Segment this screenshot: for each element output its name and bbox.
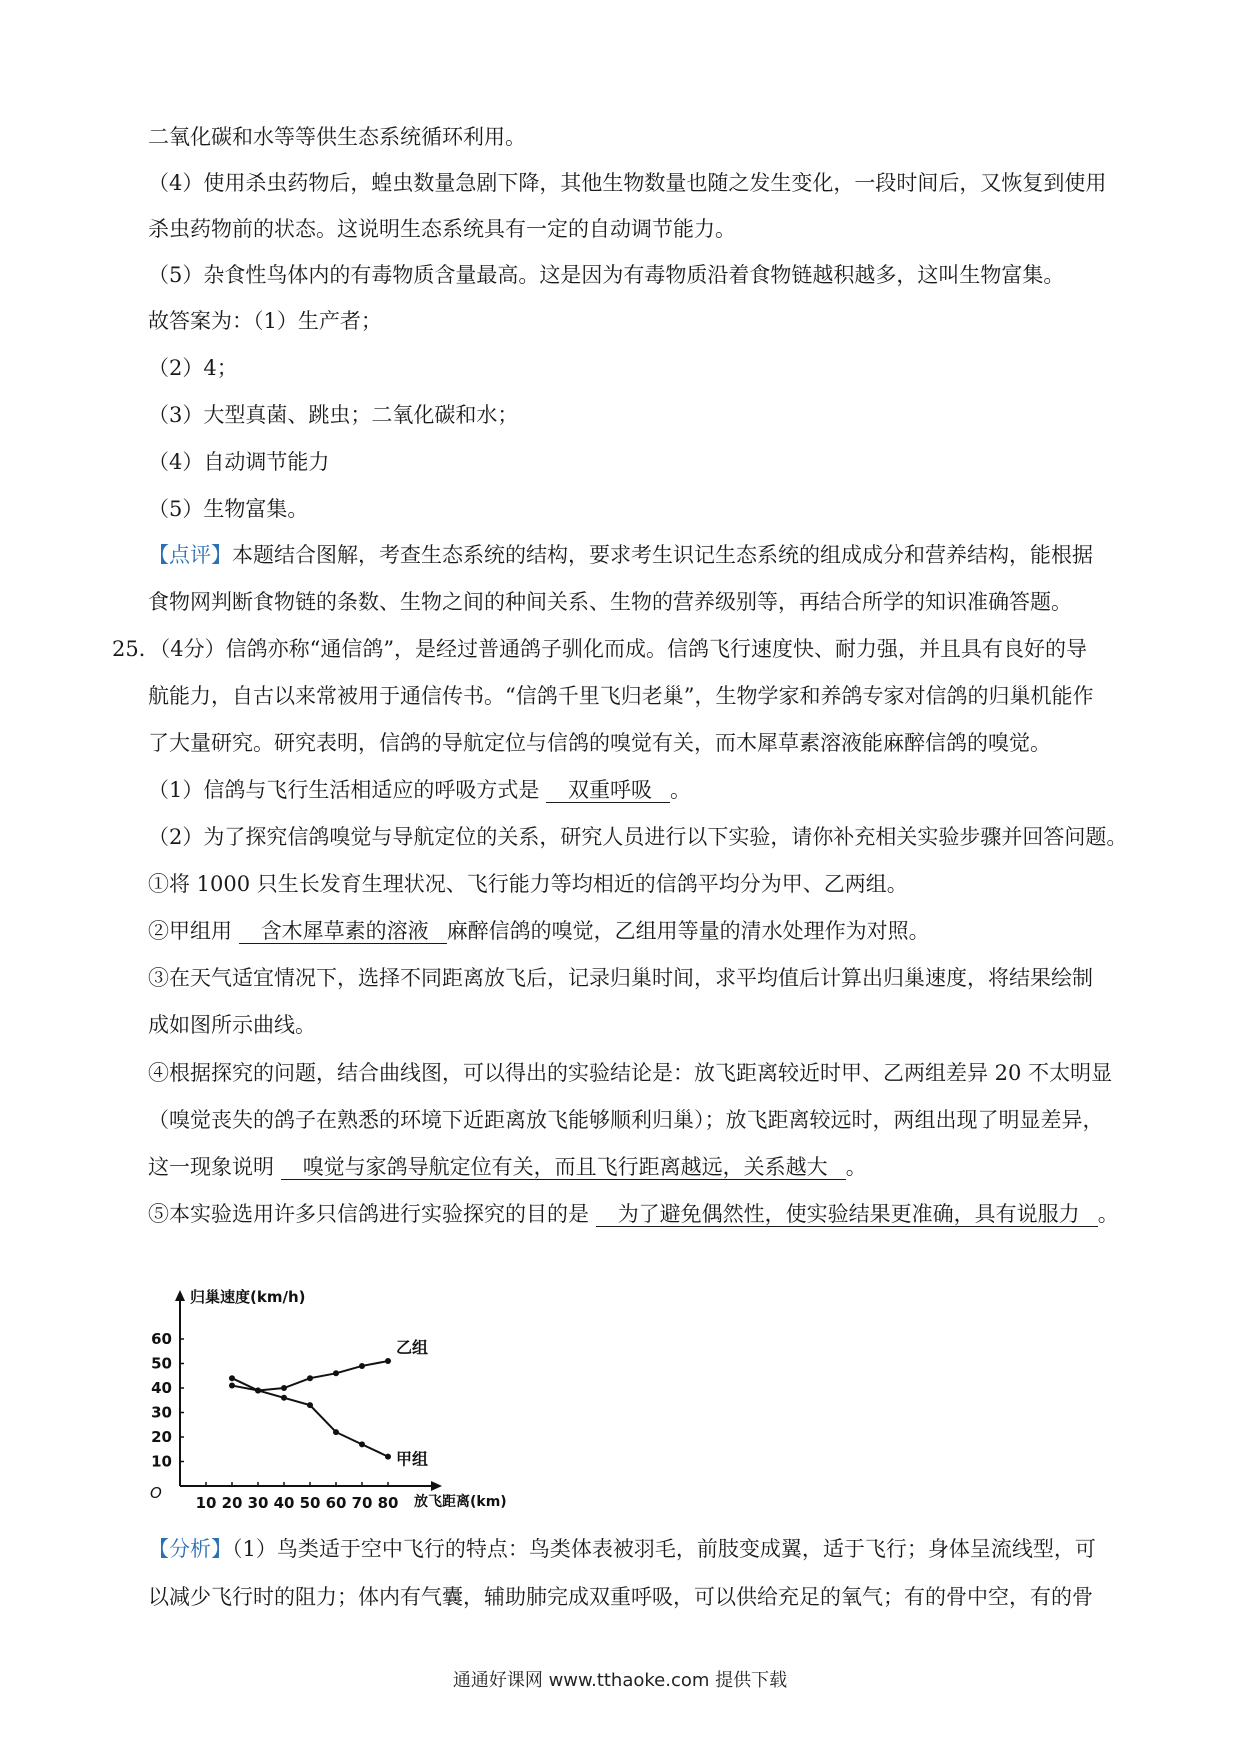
line-p8: （5）生物富集。 <box>148 497 309 521</box>
series-2-point <box>229 1375 235 1381</box>
step-5 <box>148 1199 1119 1229</box>
step-4c <box>148 1152 867 1182</box>
step-2-text: ②甲组用 <box>148 919 232 943</box>
series-1-point <box>333 1370 339 1376</box>
series-2-point <box>281 1395 287 1401</box>
y-axis-label: 归巢速度(km/h) <box>190 1288 306 1306</box>
sub-question-2: （2）为了探究信鸽嗅觉与导航定位的关系，研究人员进行以下实验，请你补充相关实验步骤并回答问题。 <box>148 825 1128 849</box>
analysis-line-1 <box>148 1534 1096 1564</box>
answer-conclusion: 嗅觉与家鸽导航定位有关，而且飞行距离越远，关系越大 <box>281 1155 846 1180</box>
line-p7: （4）自动调节能力 <box>148 450 330 474</box>
series-2-point <box>333 1429 339 1435</box>
step-2-rest: 麻醉信鸽的嗅觉，乙组用等量的清水处理作为对照。 <box>446 919 930 943</box>
question-25-line-2: 航能力，自古以来常被用于通信传书。“信鸽千里飞归老巢”，生物学家和养鸽专家对信鸽的归巢机能作 <box>148 684 1094 708</box>
origin-label: O <box>150 1484 162 1502</box>
x-tick-label: 20 <box>221 1494 243 1512</box>
y-tick-label: 20 <box>151 1428 172 1446</box>
line-p2a: （4）使用杀虫药物后，蝗虫数量急剧下降，其他生物数量也随之发生变化，一段时间后，又恢复到使用 <box>148 171 1107 195</box>
x-tick-label: 70 <box>351 1494 373 1512</box>
step-5-text: ⑤本实验选用许多只信鸽进行实验探究的目的是 <box>148 1202 589 1226</box>
step-3a: ③在天气适宜情况下，选择不同距离放飞后，记录归巢时间，求平均值后计算出归巢速度，将结果绘制 <box>148 966 1093 990</box>
comment-line-b: 食物网判断食物链的条数、生物之间的种间关系、生物的营养级别等，再结合所学的知识准确答题。 <box>148 590 1072 614</box>
step-4a: ④根据探究的问题，结合曲线图，可以得出的实验结论是：放飞距离较近时甲、乙两组差异 20 不太明显 <box>148 1061 1113 1085</box>
y-tick-label: 30 <box>151 1403 172 1422</box>
analysis-line-2: 以减少飞行时的阻力；体内有气囊，辅助肺完成双重呼吸，可以供给充足的氧气；有的骨中空，有的骨 <box>148 1585 1093 1609</box>
y-axis-arrow <box>175 1290 185 1301</box>
y-tick-label: 60 <box>151 1330 172 1348</box>
line-p3: （5）杂食性鸟体内的有毒物质含量最高。这是因为有毒物质沿着食物链越积越多，这叫生物富集。 <box>148 263 1065 287</box>
sub-question-1-end: 。 <box>670 778 692 802</box>
answer-breathing: 双重呼吸 <box>546 778 670 803</box>
series-2-point <box>385 1454 391 1460</box>
step-4c-end: 。 <box>845 1155 867 1179</box>
series-1-point <box>385 1358 391 1364</box>
line-p4: 故答案为：（1）生产者； <box>148 309 382 333</box>
question-25-line-1: 25．（4分）信鸽亦称“通信鸽”，是经过普通鸽子驯化而成。信鸽飞行速度快、耐力强，并且具有良好的导 <box>112 637 1088 661</box>
y-tick-label: 40 <box>151 1379 172 1397</box>
x-tick-label: 40 <box>273 1494 295 1512</box>
x-tick-label: 10 <box>195 1494 217 1512</box>
series-label-2: 甲组 <box>396 1449 429 1469</box>
series-2-point <box>307 1402 313 1408</box>
line-p1: 二氧化碳和水等等供生态系统循环利用。 <box>148 125 526 149</box>
step-1: ①将 1000 只生长发育生理状况、飞行能力等均相近的信鸽平均分为甲、乙两组。 <box>148 872 908 896</box>
answer-purpose: 为了避免偶然性，使实验结果更准确，具有说服力 <box>596 1202 1098 1227</box>
line-p5: （2）4； <box>148 356 238 380</box>
series-2-point <box>359 1441 365 1447</box>
question-25-line-3: 了大量研究。研究表明，信鸽的导航定位与信鸽的嗅觉有关，而木犀草素溶液能麻醉信鸽的嗅觉。 <box>148 731 1051 755</box>
sub-question-1 <box>148 775 691 805</box>
series-label-1: 乙组 <box>396 1338 429 1358</box>
series-1-point <box>307 1375 313 1381</box>
step-3b: 成如图所示曲线。 <box>148 1013 316 1037</box>
analysis-text-1: （1）鸟类适于空中飞行的特点：鸟类体表被羽毛，前肢变成翼，适于飞行；身体呈流线型，可 <box>232 1537 1096 1561</box>
line-p2b: 杀虫药物前的状态。这说明生态系统具有一定的自动调节能力。 <box>148 217 736 241</box>
step-4c-text: 这一现象说明 <box>148 1155 274 1179</box>
comment-text-a: 本题结合图解，考查生态系统的结构，要求考生识记生态系统的组成成分和营养结构，能根据 <box>232 543 1093 567</box>
series-1-point <box>281 1385 287 1391</box>
series-1-point <box>229 1383 235 1389</box>
x-axis-label: 放飞距离(km) <box>414 1494 507 1510</box>
y-tick-label: 50 <box>151 1354 172 1373</box>
line-p6: （3）大型真菌、跳虫；二氧化碳和水； <box>148 403 519 427</box>
y-tick-label: 10 <box>151 1452 172 1471</box>
x-tick-label: 30 <box>247 1494 269 1512</box>
answer-solution: 含木犀草素的溶液 <box>239 919 447 944</box>
x-tick-label: 60 <box>325 1494 347 1512</box>
step-5-end: 。 <box>1097 1202 1119 1226</box>
x-tick-label: 80 <box>377 1494 399 1512</box>
series-1-point <box>359 1363 365 1369</box>
x-axis-arrow <box>431 1481 442 1491</box>
comment-tag: 【点评】 <box>148 543 232 567</box>
step-4b: （嗅觉丧失的鸽子在熟悉的环境下近距离放飞能够顺利归巢）；放飞距离较远时，两组出现了明显差异， <box>148 1108 1104 1132</box>
series-2-point <box>255 1387 261 1393</box>
comment-line-a <box>148 540 1093 570</box>
homing-speed-chart <box>140 1286 560 1516</box>
x-tick-label: 50 <box>299 1494 321 1512</box>
page-footer: 通通好课网 www.tthaoke.com 提供下载 <box>452 1670 788 1691</box>
analysis-tag: 【分析】 <box>148 1537 232 1561</box>
step-2 <box>148 916 930 946</box>
sub-question-1-text: （1）信鸽与飞行生活相适应的呼吸方式是 <box>148 778 540 802</box>
